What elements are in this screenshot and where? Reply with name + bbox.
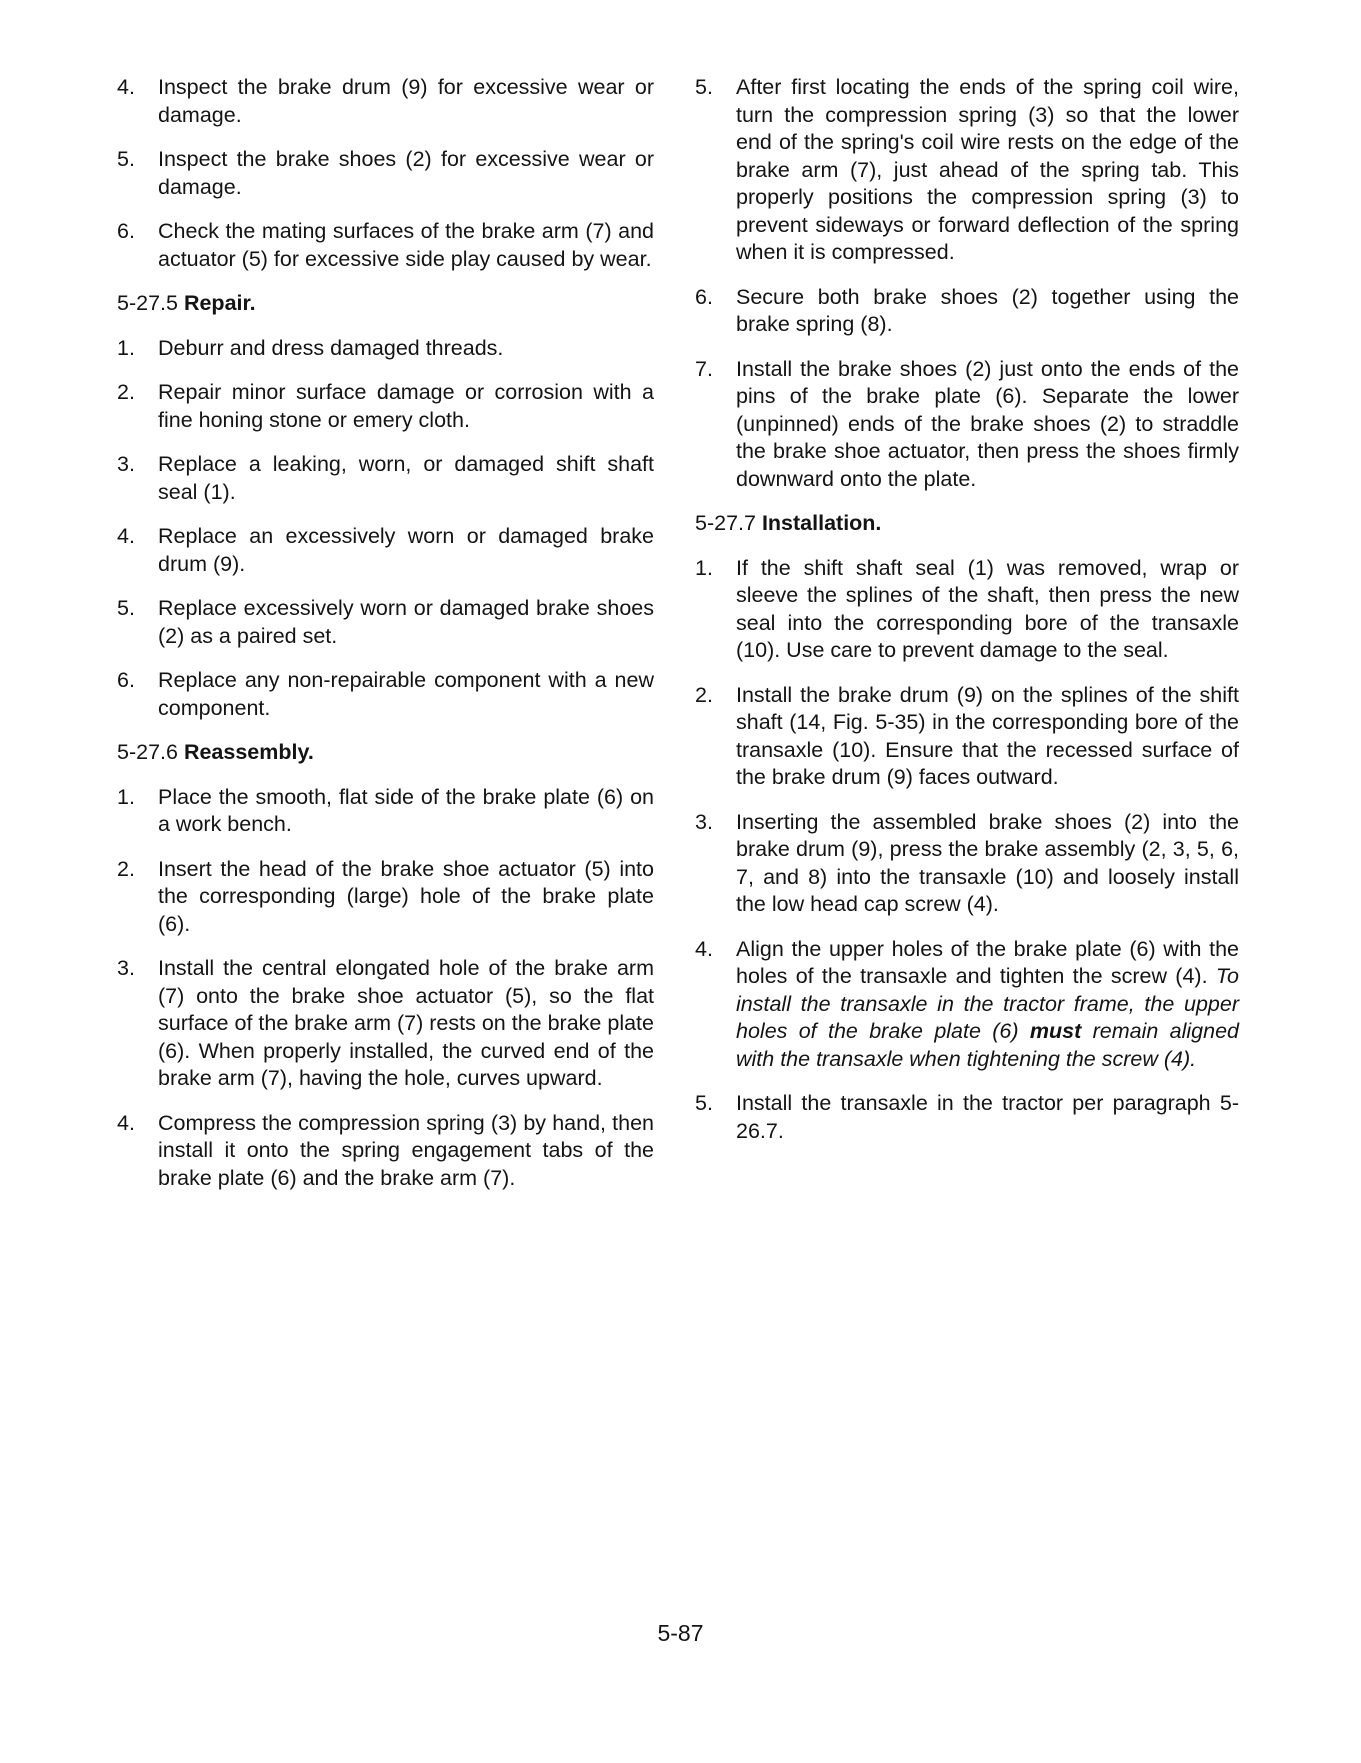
list-item [114,523,654,578]
item-number: 3. [695,809,713,834]
item-text: Inspect the brake shoes (2) for excessive wear or damage. [158,147,654,199]
list-item [692,356,1239,494]
list-item [114,955,654,1093]
item-text: Inspect the brake drum (9) for excessive wear or damage. [158,75,654,127]
note-text-b: remain aligned with the transaxle when tightening the screw (4). [736,1019,1240,1071]
item-text: Deburr and dress damaged threads. [158,335,504,360]
item-number: 5. [117,147,135,171]
item-number: 4. [117,524,135,548]
section-title: Repair. [183,291,256,315]
item-text: Install the brake drum (9) on the splines of the shift shaft (14, Fig. 5-35) in the corresponding bore of the transaxle (10). Ensure that the recessed surface of the brake drum (9) faces outward. [736,682,1239,789]
section-heading-installation [695,510,1239,538]
item-number: 1. [695,555,713,580]
list-item [692,1090,1239,1145]
section-title: Reassembly. [183,740,314,764]
item-number: 6. [695,284,713,309]
item-number: 5. [117,596,135,620]
item-text: After first locating the ends of the spring coil wire, turn the compression spring (3) so that the lower end of the spring's coil wire rests on the edge of the brake arm (7), just ahead of the spring tab. This properly positions the compression spring (3) to prevent sideways or forward deflection of the spring when it is compressed. [736,75,1239,264]
item-text: Secure both brake shoes (2) together using the brake spring (8). [736,284,1239,336]
item-number: 2. [695,682,713,707]
list-item [114,146,654,201]
page-number: 5-87 [657,1620,704,1646]
section-number: 5-27.5 [117,291,178,315]
item-number: 4. [117,75,135,99]
item-text: Install the brake shoes (2) just onto the ends of the pins of the brake plate (6). Separate the lower (unpinned) ends of the brake shoes (2) to straddle the brake shoe actuator, then press the shoes firmly downward onto the plate. [736,356,1239,491]
item-text: Replace a leaking, worn, or damaged shift shaft seal (1). [158,452,654,504]
item-number: 6. [117,668,135,692]
section-number: 5-27.6 [117,740,178,764]
list-item [692,555,1239,665]
note-emphasis: must [1029,1019,1082,1043]
section-number: 5-27.7 [695,511,756,535]
item-number: 2. [117,856,135,881]
list-item [114,856,654,939]
item-number: 5. [695,1091,713,1115]
list-item [692,936,1239,1074]
item-number: 4. [117,1110,135,1135]
item-number: 1. [117,335,135,360]
item-text: Replace an excessively worn or damaged brake drum (9). [158,524,654,576]
item-number: 3. [117,956,135,980]
section-heading-reassembly [117,739,654,767]
list-item [692,74,1239,267]
item-text: Replace excessively worn or damaged brake shoes (2) as a paired set. [158,596,654,648]
list-item [692,682,1239,792]
list-item [114,451,654,506]
item-text: Compress the compression spring (3) by hand, then install it onto the spring engagement tabs of the brake plate (6) and the brake arm (7). [158,1110,654,1190]
right-column [692,74,1239,1162]
section-title: Installation. [761,511,882,535]
item-text: If the shift shaft seal (1) was removed, wrap or sleeve the splines of the shaft, then press the new seal into the corresponding bore of the transaxle (10). Use care to prevent damage to the seal. [736,555,1239,662]
item-number: 5. [695,75,713,99]
item-number: 7. [695,356,713,381]
item-text: Install the central elongated hole of the brake arm (7) onto the brake shoe actuator (5), so the flat surface of the brake arm (7) rests on the brake plate (6). When properly installed, the curved end of the brake arm (7), having the hole, curves upward. [158,956,654,1090]
item-number: 2. [117,380,135,404]
list-item [114,379,654,434]
item-text: Insert the head of the brake shoe actuator (5) into the corresponding (large) hole of the brake plate (6). [158,856,654,936]
list-item [114,74,654,129]
left-column [114,74,654,1209]
item-text: Replace any non-repairable component with a new component. [158,668,654,720]
list-item [692,809,1239,919]
item-number: 1. [117,784,135,809]
list-item [114,784,654,839]
list-item [114,335,654,363]
item-text: Check the mating surfaces of the brake arm (7) and actuator (5) for excessive side play caused by wear. [158,219,654,271]
item-number: 6. [117,219,135,243]
item-text: Align the upper holes of the brake plate (6) with the holes of the transaxle and tighten the screw (4). [736,936,1239,988]
list-item [114,1110,654,1193]
item-text: Repair minor surface damage or corrosion with a fine honing stone or emery cloth. [158,380,654,432]
list-item [692,284,1239,339]
item-text: Inserting the assembled brake shoes (2) into the brake drum (9), press the brake assembly (2, 3, 5, 6, 7, and 8) into the transaxle (10) and loosely install the low head cap screw (4). [736,809,1239,916]
list-item [114,218,654,273]
list-item [114,595,654,650]
note-text-a: To install the transaxle in the tractor frame, the upper holes of the brake plate (6) [736,964,1239,1043]
item-number: 3. [117,452,135,476]
item-number: 4. [695,936,713,961]
section-heading-repair [117,290,654,318]
item-text: Install the transaxle in the tractor per paragraph 5-26.7. [736,1091,1239,1143]
list-item [114,667,654,722]
item-text: Place the smooth, flat side of the brake plate (6) on a work bench. [158,784,654,836]
